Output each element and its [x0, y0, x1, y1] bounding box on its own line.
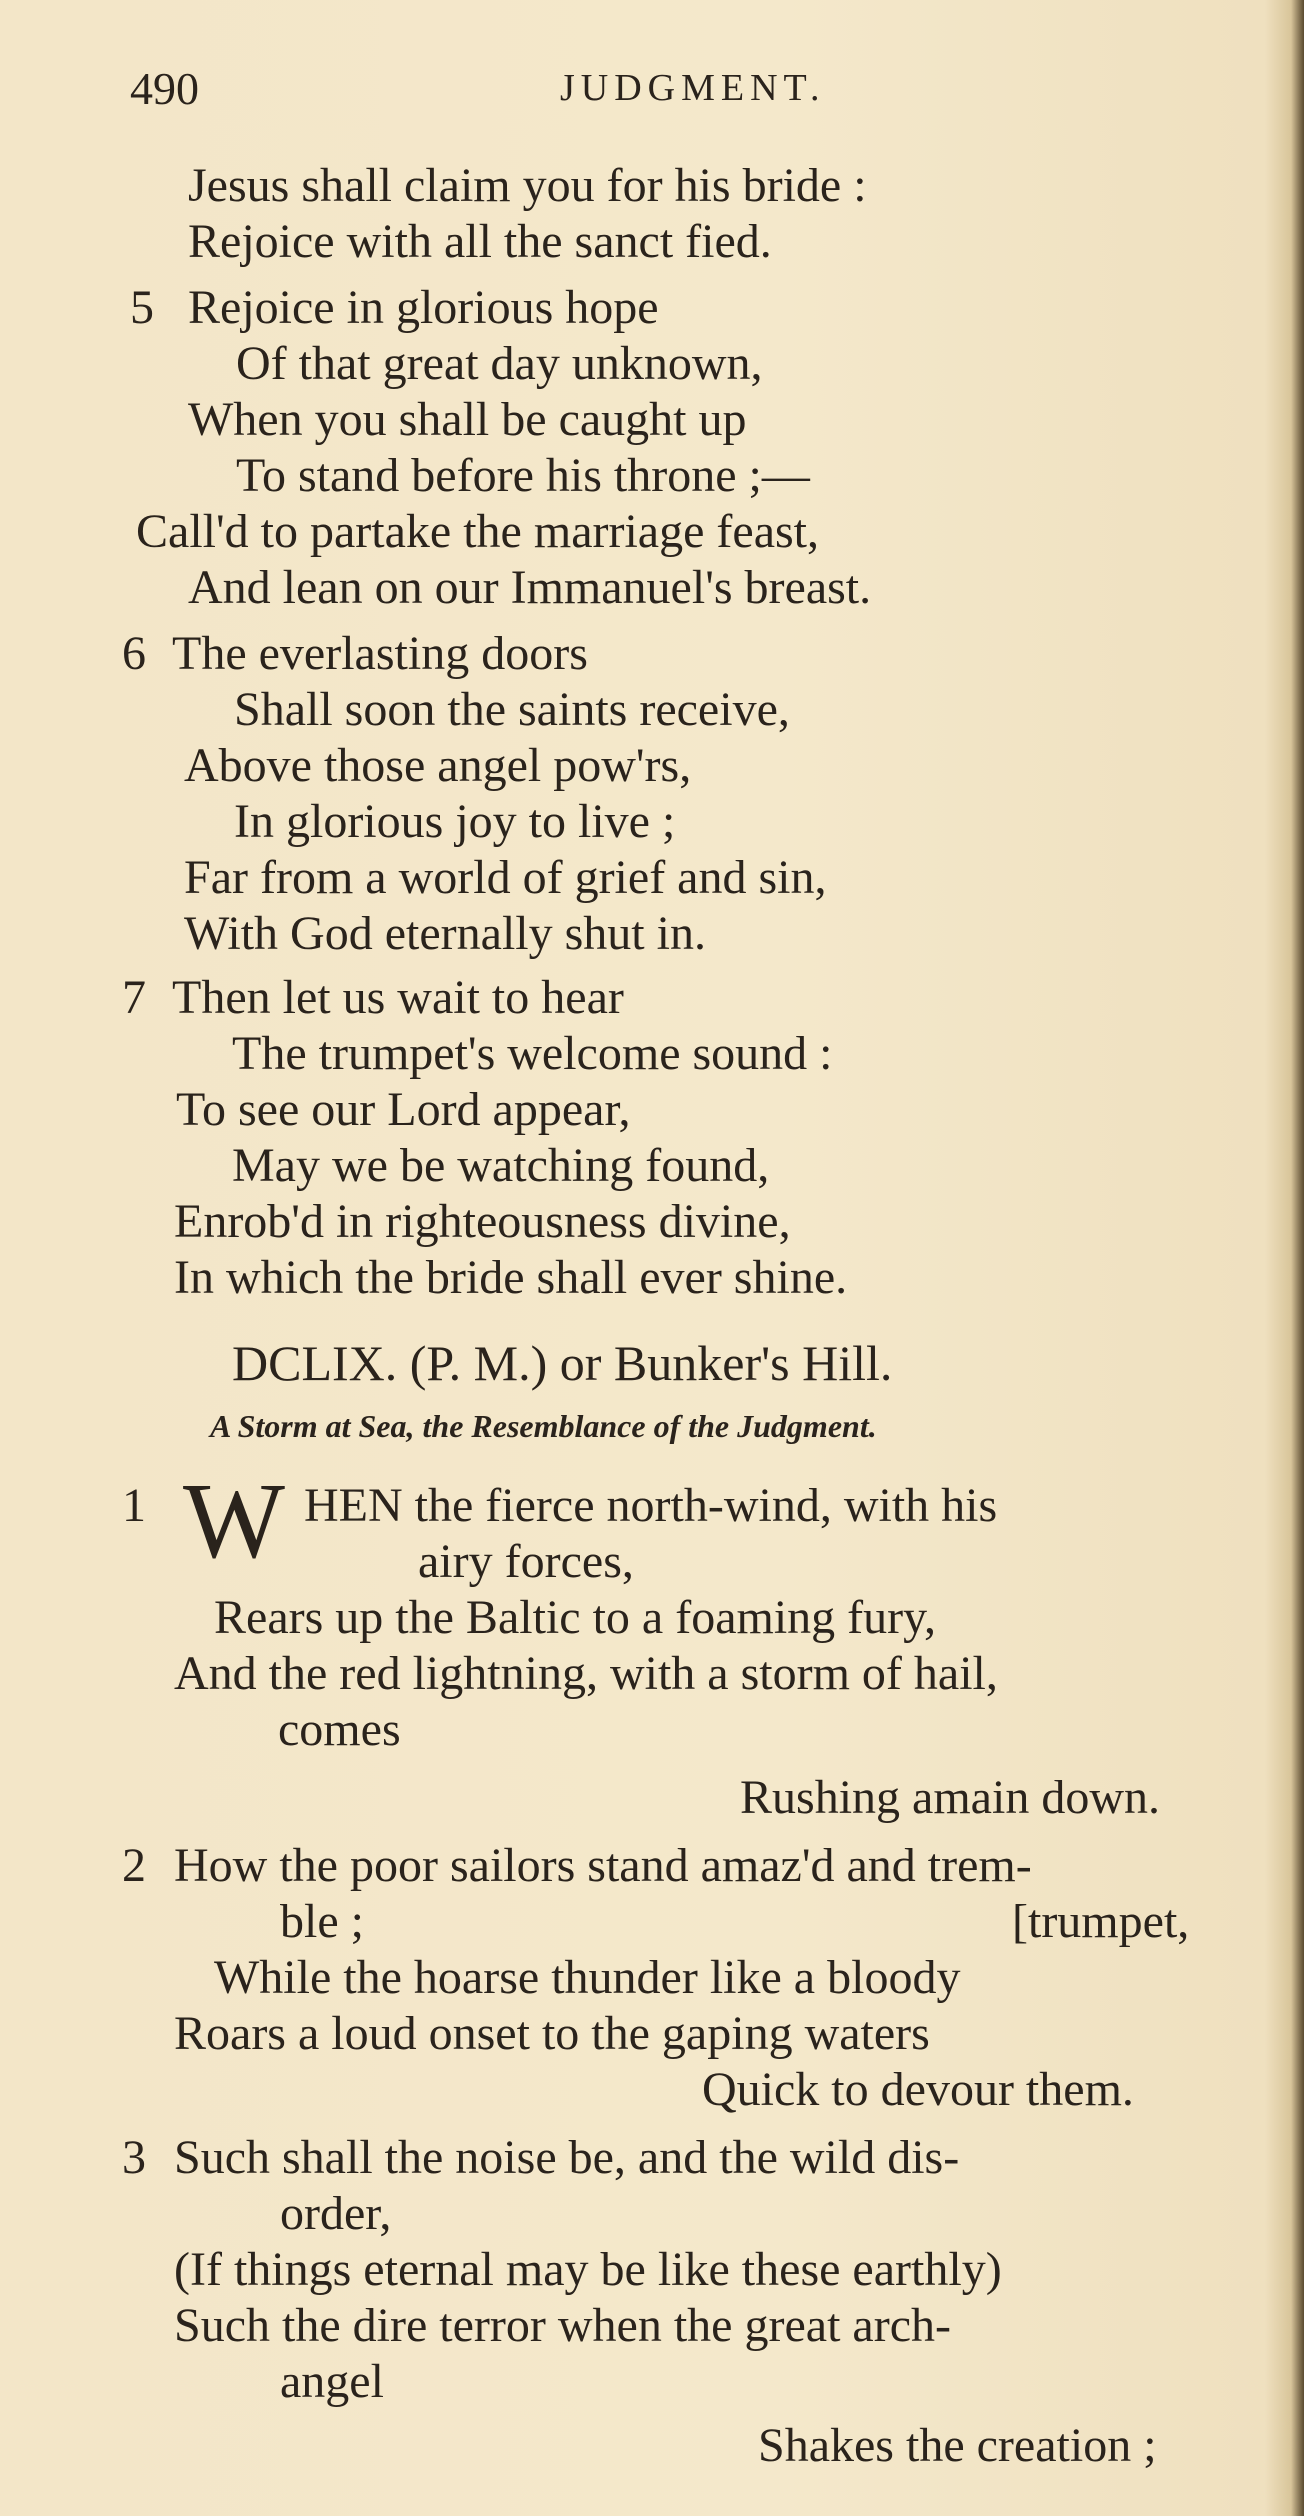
- verse-line: HEN the fierce north-wind, with his: [304, 1479, 998, 1532]
- verse-line: Shakes the creation ;: [758, 2419, 1157, 2472]
- verse-number: 5: [130, 281, 154, 334]
- verse-line: Such the dire terror when the great arch-: [174, 2299, 951, 2352]
- verse-line: angel: [280, 2355, 384, 2408]
- verse-line: airy forces,: [418, 1535, 634, 1588]
- verse-line: Jesus shall claim you for his bride :: [188, 159, 867, 212]
- verse-line: [trumpet,: [1012, 1895, 1190, 1948]
- verse-number: 7: [122, 971, 146, 1024]
- verse-line: Rejoice with all the sanct fied.: [188, 215, 772, 268]
- verse-number: 1: [122, 1479, 146, 1532]
- verse-line: How the poor sailors stand amaz'd and trem-: [174, 1839, 1032, 1892]
- verse-line: And lean on our Immanuel's breast.: [188, 561, 872, 614]
- verse-line: The trumpet's welcome sound :: [232, 1027, 833, 1080]
- verse-line: Rushing amain down.: [740, 1771, 1160, 1824]
- verse-line: Then let us wait to hear: [172, 971, 624, 1024]
- verse-line: Roars a loud onset to the gaping waters: [174, 2007, 930, 2060]
- verse-line: comes: [278, 1703, 401, 1756]
- verse-line: While the hoarse thunder like a bloody: [214, 1951, 961, 2004]
- verse-number: 2: [122, 1839, 146, 1892]
- verse-line: order,: [280, 2187, 392, 2240]
- verse-line: In glorious joy to live ;: [234, 795, 676, 848]
- verse-line: Such shall the noise be, and the wild dis-: [174, 2131, 960, 2184]
- page-number: 490: [130, 63, 199, 114]
- verse-line: To stand before his throne ;—: [236, 449, 810, 502]
- verse-line: Quick to devour them.: [702, 2063, 1134, 2116]
- verse-line: Rejoice in glorious hope: [188, 281, 659, 334]
- verse-number: 3: [122, 2131, 146, 2184]
- verse-line: (If things eternal may be like these earthly): [174, 2243, 1002, 2296]
- hymn-subtitle: A Storm at Sea, the Resemblance of the Judgment.: [210, 1408, 877, 1444]
- verse-line: May we be watching found,: [232, 1139, 770, 1192]
- verse-line: With God eternally shut in.: [184, 907, 706, 960]
- verse-line: Of that great day unknown,: [236, 337, 763, 390]
- verse-line: Rears up the Baltic to a foaming fury,: [214, 1591, 937, 1644]
- verse-line: In which the bride shall ever shine.: [174, 1251, 848, 1304]
- hymn-title: DCLIX. (P. M.) or Bunker's Hill.: [232, 1335, 893, 1391]
- verse-line: To see our Lord appear,: [176, 1083, 631, 1136]
- verse-line: And the red lightning, with a storm of hail,: [174, 1647, 998, 1700]
- verse-line: Above those angel pow'rs,: [184, 739, 692, 792]
- verse-line: Enrob'd in righteousness divine,: [174, 1195, 791, 1248]
- drop-cap: W: [183, 1462, 285, 1581]
- verse-line: ble ;: [280, 1895, 364, 1948]
- verse-line: Call'd to partake the marriage feast,: [136, 505, 820, 558]
- verse-line: Far from a world of grief and sin,: [184, 851, 827, 904]
- running-head: JUDGMENT.: [560, 67, 826, 109]
- verse-line: The everlasting doors: [172, 627, 588, 680]
- verse-line: When you shall be caught up: [188, 393, 747, 446]
- verse-line: Shall soon the saints receive,: [234, 683, 790, 736]
- verse-number: 6: [122, 627, 146, 680]
- page-header: [130, 62, 1250, 122]
